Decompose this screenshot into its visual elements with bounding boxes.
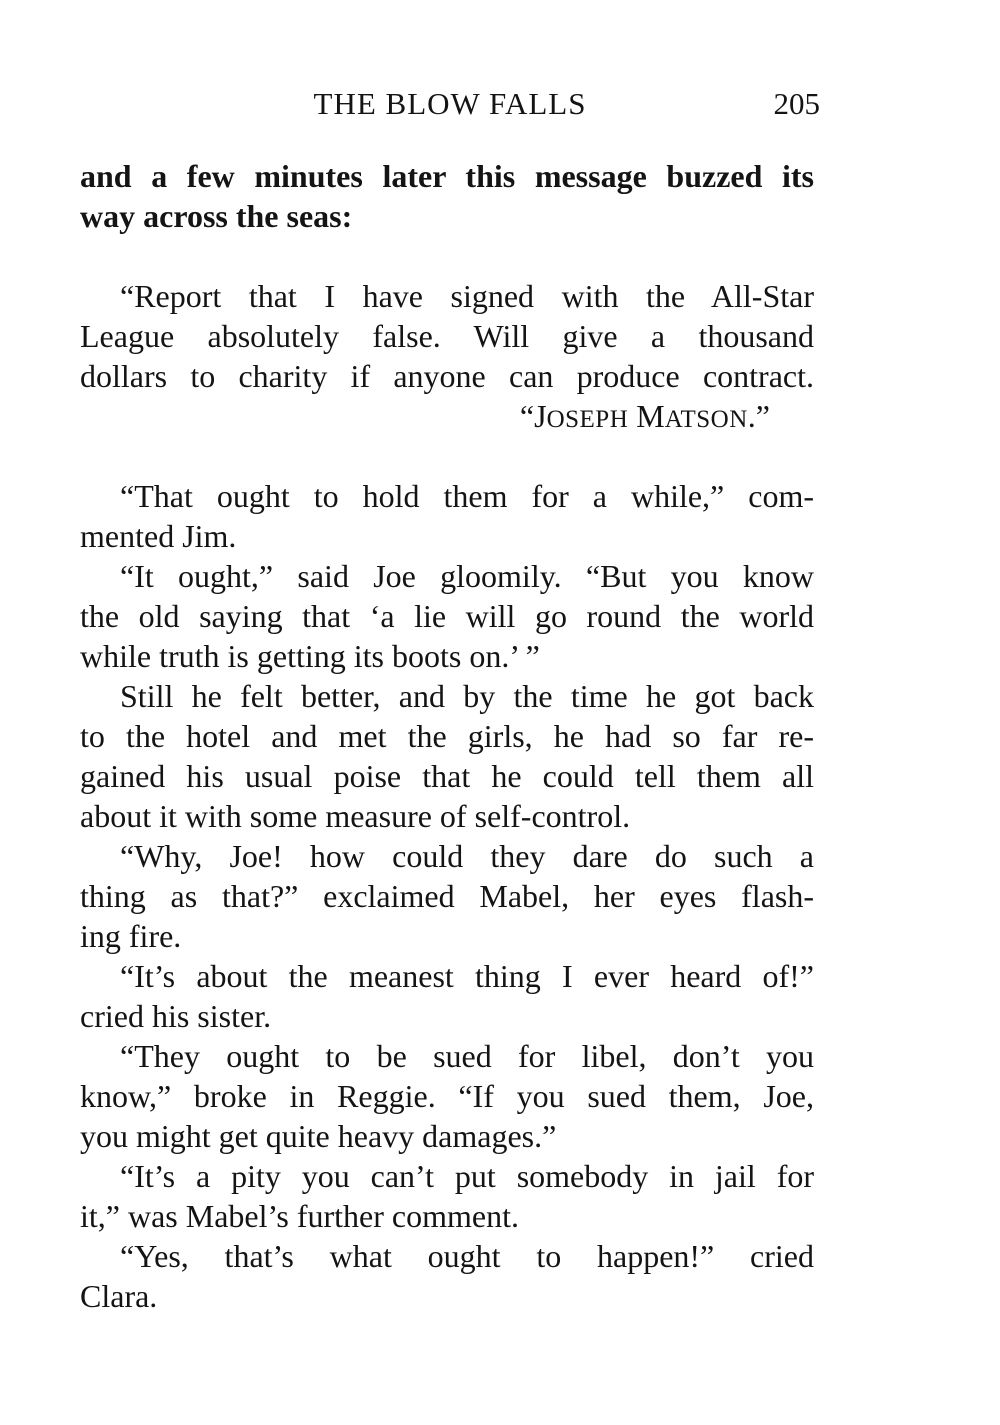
text-line: way across the seas: (80, 198, 353, 234)
page-number: 205 (773, 86, 820, 121)
text-line: “It ought,” said Joe gloomily. “But you know (120, 558, 814, 594)
text-line: the old saying that ‘a lie will go round the world (80, 598, 814, 634)
text-line: to the hotel and met the girls, he had so far re- (80, 718, 814, 754)
text-line: know,” broke in Reggie. “If you sued them, Joe, (80, 1078, 814, 1114)
chapter-title: THE BLOW FALLS (313, 86, 587, 121)
text-line: “It’s about the meanest thing I ever heard of!” (120, 958, 814, 994)
text-line: thing as that?” exclaimed Mabel, her eyes flash- (80, 878, 814, 914)
text-line: “Report that I have signed with the All-Star (120, 278, 814, 314)
text-line: while truth is getting its boots on.’ ” (80, 638, 540, 674)
text-line: “That ought to hold them for a while,” com- (120, 478, 814, 514)
text-line: it,” was Mabel’s further comment. (80, 1198, 519, 1234)
text-line: about it with some measure of self-control. (80, 798, 631, 834)
text-line: Still he felt better, and by the time he got back (120, 678, 814, 714)
telegram-signature: “JOSEPH MATSON.” (519, 398, 770, 434)
text-line: “It’s a pity you can’t put somebody in jail for (120, 1158, 814, 1194)
text-line: “Yes, that’s what ought to happen!” cried (120, 1238, 814, 1274)
dialogue-block (80, 476, 814, 1316)
text-line: ing fire. (80, 918, 182, 954)
text-line: “Why, Joe! how could they dare do such a (120, 838, 814, 874)
text-line: gained his usual poise that he could tell them all (80, 758, 814, 794)
telegram-message (80, 276, 814, 436)
text-line: Clara. (80, 1278, 158, 1314)
text-line: cried his sister. (80, 998, 272, 1034)
text-line: and a few minutes later this message buzzed its (80, 158, 814, 194)
running-head (80, 86, 820, 126)
text-line: League absolutely false. Will give a thousand (80, 318, 814, 354)
paragraph-intro (80, 156, 814, 236)
text-line: mented Jim. (80, 518, 237, 554)
text-line: you might get quite heavy damages.” (80, 1118, 557, 1154)
text-line: dollars to charity if anyone can produce contract. (80, 358, 814, 394)
text-line: “They ought to be sued for libel, don’t you (120, 1038, 814, 1074)
